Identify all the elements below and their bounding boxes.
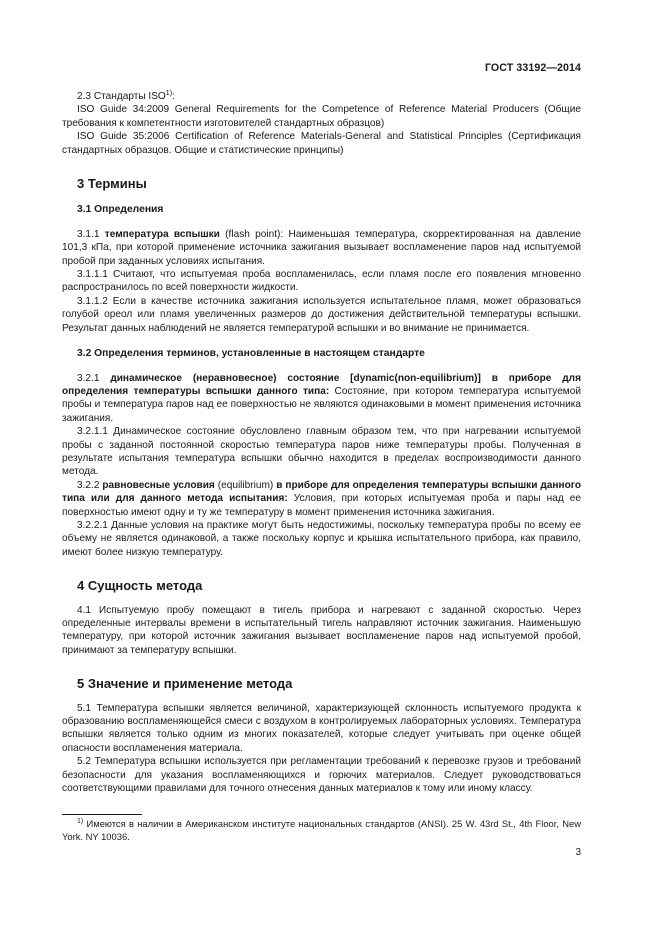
page-number: 3 [575, 847, 581, 858]
footnote-ref: 1) [165, 90, 173, 97]
footnote: $^{1)}$ Имеются в наличии в Американском институте национальных стандартов (ANSI). 25 W. 43rd St., 4th Floor, New York. NY 10036. [62, 818, 581, 842]
subsection-3-2-heading: 3.2 Определения терминов, установленные в настоящем стандарте [77, 348, 425, 360]
para-3-2-2: 3.2.2 равновесные условия (equilibrium) в приборе для определения температуры вспышки данного типа или для данного метода испытания: Условия, при которых испытуемая проба и пары над ее поверхностью имеют одну и ту же температуру в момент применения источника зажигания. [62, 479, 581, 518]
document-code-header: ГОСТ 33192—2014 [484, 62, 581, 74]
section-4-heading: 4 Сущность метода [77, 578, 203, 594]
para-3-1-1-1: 3.1.1.1 Считают, что испытуемая проба воспламенилась, если пламя после его появления мгновенно распространилось по всей поверхности жидкости. [62, 269, 581, 294]
para-3-2-1-1: 3.2.1.1 Динамическое состояние обусловлено главным образом тем, что при нагревании испытуемой пробы с заданной постоянной скоростью температура паров ниже температуры пробы. Полученная в результате испытания температура вспышки обычно находится в пределах воспроизводимости данного метода. [62, 426, 581, 478]
section-2-3-title: 2.3 Стандарты ISO$^{1)}$: [77, 90, 175, 102]
term-flash-point: температура вспышки [104, 228, 220, 240]
subsection-3-1-heading: 3.1 Определения [77, 204, 164, 216]
section-5-heading: 5 Значение и применение метода [77, 676, 293, 692]
footnote-separator [62, 814, 142, 815]
term-dynamic-state: динамическое (неравновесное) состояние [dynamic(non-equilibrium)] в приборе для определения температуры вспышки данного типа: [62, 372, 581, 397]
section-3-heading: 3 Термины [77, 176, 147, 192]
para-5-2: 5.2 Температура вспышки используется при регламентации требований к перевозке грузов и требований безопасности для указания воспламеняющихся и горючих материалов. Следует руководствоваться соответствующими правилами для точного отнесения данных материалов к тому или иному классу. [62, 756, 581, 795]
para-4-1: 4.1 Испытуемую пробу помещают в тигель прибора и нагревают с заданной скоростью. Через определенные интервалы времени в испытательный тигель направляют источник зажигания. Наименьшую температуру, при которой источник зажигания вызывает воспламенение паров над испытуемой пробой, принимают за температуру вспышки. [62, 604, 581, 656]
term-equilibrium: равновесные условия [102, 479, 215, 491]
page-content [62, 90, 581, 795]
para-3-1-1-2: 3.1.1.2 Если в качестве источника зажигания используется испытательное пламя, может образоваться голубой ореол или пламя увеличенных размеров до достижения действительной температуры вспышки. Результат данных наблюдений не является температурой вспышки и во внимание не принимается. [62, 295, 581, 334]
iso-guide-35: ISO Guide 35:2006 Certification of Reference Materials-General and Statistical Principles (Сертификация стандартных образцов. Общие и статистические принципы) [62, 131, 581, 156]
para-3-2-2-1: 3.2.2.1 Данные условия на практике могут быть недостижимы, поскольку температура пробы по всему ее объему не является одинаковой, а также поскольку корпус и крышка испытательного прибора, как правило, имеют более низкую температуру. [62, 519, 581, 558]
iso-guide-34: ISO Guide 34:2009 General Requirements for the Competence of Reference Material Producers (Общие требования к компетентности изготовителей стандартных образцов) [62, 104, 581, 129]
para-5-1: 5.1 Температура вспышки является величиной, характеризующей склонность испытуемого продукта к образованию воспламеняющейся смеси с воздухом в контролируемых лабораторных условиях. Температура вспышки является только одним из многих показателей, которые следует учитывать при оценке общей опасности воспламенения материала. [62, 702, 581, 754]
footnote-marker: 1) [77, 818, 84, 825]
para-3-2-1: 3.2.1 динамическое (неравновесное) состояние [dynamic(non-equilibrium)] в приборе для определения температуры вспышки данного типа: Состояние, при котором температура испытуемой пробы и температура паров над ее поверхностью не являются одинаковыми в момент применения источника зажигания. [62, 372, 582, 424]
para-3-1-1: 3.1.1 температура вспышки (flash point): Наименьшая температура, скорректированная на давление 101,3 кПа, при которой применение источника зажигания вызывает воспламенение паров над испытуемой пробой при заданных условиях испытания. [62, 228, 581, 267]
